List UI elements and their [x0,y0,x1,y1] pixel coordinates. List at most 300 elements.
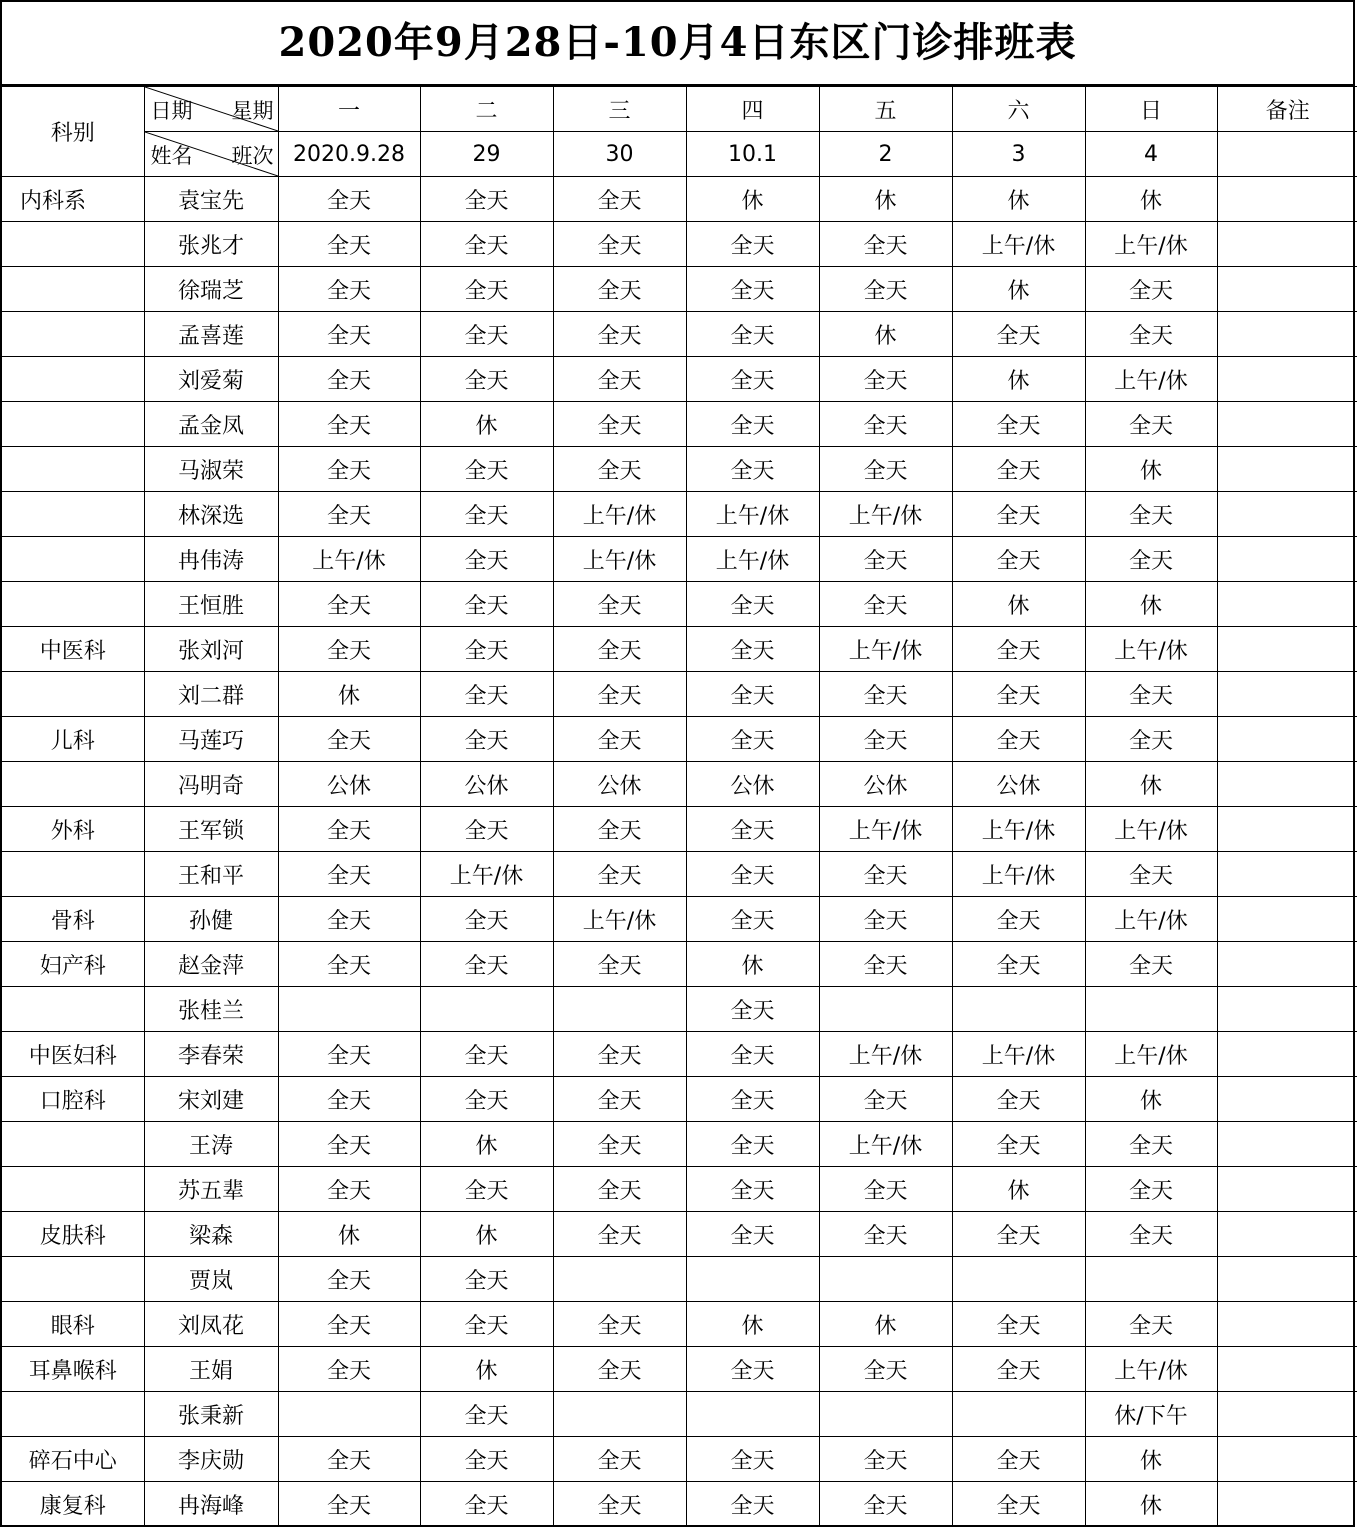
shift-cell: 全天 [278,717,420,762]
shift-cell: 全天 [819,537,952,582]
shift-cell: 全天 [420,627,553,672]
remark-cell [1217,1122,1357,1167]
table-row [2,1302,1357,1347]
name-cell: 刘凤花 [144,1302,278,1347]
shift-cell: 全天 [686,447,819,492]
shift-cell: 全天 [278,447,420,492]
name-cell: 马淑荣 [144,447,278,492]
shift-cell: 全天 [686,267,819,312]
shift-cell: 全天 [819,897,952,942]
shift-cell: 全天 [1085,1167,1217,1212]
date-cell: 10.1 [686,132,819,177]
shift-cell: 上午/休 [952,1032,1085,1077]
shift-cell: 全天 [952,537,1085,582]
shift-cell: 全天 [819,402,952,447]
shift-cell: 全天 [420,177,553,222]
diag-label-name: 姓名 [150,144,193,168]
dept-cell [2,222,144,267]
table-row [2,672,1357,717]
name-cell: 贾岚 [144,1257,278,1302]
table-row [2,897,1357,942]
remark-cell [1217,357,1357,402]
table-row [2,942,1357,987]
shift-cell [553,987,686,1032]
shift-cell: 全天 [686,1032,819,1077]
remark-cell [1217,1437,1357,1482]
table-row [2,1347,1357,1392]
shift-cell: 全天 [819,672,952,717]
shift-cell: 全天 [686,1482,819,1527]
shift-cell: 休 [819,1302,952,1347]
name-cell: 王恒胜 [144,582,278,627]
shift-cell: 全天 [420,672,553,717]
table-row [2,1392,1357,1437]
shift-cell: 上午/休 [553,897,686,942]
shift-cell: 上午/休 [686,537,819,582]
shift-cell: 全天 [553,357,686,402]
diag-header-top [144,87,278,132]
shift-cell: 全天 [1085,672,1217,717]
shift-cell: 休 [1085,1437,1217,1482]
name-cell: 王涛 [144,1122,278,1167]
shift-cell: 全天 [553,1347,686,1392]
shift-cell: 全天 [420,897,553,942]
table-row [2,447,1357,492]
remark-cell [1217,672,1357,717]
shift-cell: 上午/休 [1085,1347,1217,1392]
shift-cell: 休 [1085,582,1217,627]
shift-cell: 上午/休 [819,492,952,537]
shift-cell [952,1392,1085,1437]
shift-cell: 公休 [819,762,952,807]
name-cell: 冯明奇 [144,762,278,807]
shift-cell: 全天 [686,357,819,402]
shift-cell: 上午/休 [1085,807,1217,852]
name-cell: 孟喜莲 [144,312,278,357]
shift-cell: 全天 [278,222,420,267]
name-cell: 王娟 [144,1347,278,1392]
shift-cell: 全天 [420,1077,553,1122]
table-row [2,1077,1357,1122]
name-cell: 赵金萍 [144,942,278,987]
dept-cell: 外科 [2,807,144,852]
shift-cell: 全天 [819,222,952,267]
shift-cell: 全天 [420,1482,553,1527]
shift-cell: 全天 [420,1392,553,1437]
name-cell: 刘二群 [144,672,278,717]
date-cell: 29 [420,132,553,177]
dept-cell: 中医妇科 [2,1032,144,1077]
shift-cell: 全天 [278,582,420,627]
shift-cell: 全天 [952,1077,1085,1122]
shift-cell: 休 [952,357,1085,402]
shift-cell [553,1257,686,1302]
header-row-weekday [2,87,1357,132]
shift-cell: 全天 [420,807,553,852]
shift-cell: 休 [686,1302,819,1347]
shift-cell: 全天 [420,222,553,267]
shift-cell: 全天 [686,627,819,672]
table-row [2,807,1357,852]
shift-cell: 全天 [420,582,553,627]
shift-cell: 全天 [553,852,686,897]
remark-cell [1217,852,1357,897]
dept-cell: 妇产科 [2,942,144,987]
shift-cell: 全天 [420,492,553,537]
remark-cell [1217,1212,1357,1257]
shift-cell: 全天 [553,312,686,357]
remark-cell [1217,762,1357,807]
shift-cell: 休 [420,1212,553,1257]
name-cell: 冉海峰 [144,1482,278,1527]
shift-cell: 全天 [952,1347,1085,1392]
shift-cell: 全天 [553,807,686,852]
dept-cell [2,852,144,897]
table-row [2,1257,1357,1302]
dept-cell [2,582,144,627]
shift-cell: 上午/休 [1085,627,1217,672]
name-cell: 刘爱菊 [144,357,278,402]
shift-cell [819,987,952,1032]
shift-cell: 休 [686,942,819,987]
shift-cell [819,1392,952,1437]
shift-cell: 全天 [1085,852,1217,897]
shift-cell: 全天 [278,807,420,852]
shift-cell: 休 [420,1347,553,1392]
shift-cell: 上午/休 [1085,1032,1217,1077]
shift-cell: 休 [1085,1077,1217,1122]
dept-cell [2,267,144,312]
shift-cell: 全天 [819,1482,952,1527]
remark-cell [1217,1167,1357,1212]
dept-cell [2,1122,144,1167]
remark-cell [1217,1302,1357,1347]
date-cell: 4 [1085,132,1217,177]
shift-cell: 全天 [686,312,819,357]
name-cell: 梁森 [144,1212,278,1257]
shift-cell: 全天 [553,1122,686,1167]
table-row [2,1167,1357,1212]
name-cell: 宋刘建 [144,1077,278,1122]
shift-cell: 全天 [819,447,952,492]
table-row [2,537,1357,582]
shift-cell: 全天 [553,222,686,267]
remark-cell [1217,897,1357,942]
shift-cell: 全天 [420,1257,553,1302]
remark-cell [1217,942,1357,987]
dept-cell: 中医科 [2,627,144,672]
shift-cell: 全天 [952,312,1085,357]
shift-cell: 全天 [686,1347,819,1392]
shift-cell: 全天 [420,1167,553,1212]
schedule-body [2,177,1357,1527]
date-cell: 3 [952,132,1085,177]
weekday-cell: 四 [686,87,819,132]
remark-cell [1217,447,1357,492]
shift-cell: 全天 [553,1077,686,1122]
shift-cell: 全天 [278,1032,420,1077]
weekday-cell: 三 [553,87,686,132]
name-cell: 林深选 [144,492,278,537]
shift-cell: 全天 [1085,537,1217,582]
table-row [2,582,1357,627]
remark-cell [1217,537,1357,582]
dept-cell [2,447,144,492]
remark-cell [1217,1482,1357,1527]
shift-cell: 公休 [420,762,553,807]
name-cell: 王军锁 [144,807,278,852]
shift-cell: 全天 [952,1122,1085,1167]
dept-cell: 内科系 [2,177,144,222]
table-row [2,852,1357,897]
table-row [2,1122,1357,1167]
shift-cell: 全天 [1085,312,1217,357]
shift-cell: 全天 [278,1257,420,1302]
shift-cell: 全天 [420,717,553,762]
shift-cell: 全天 [420,1437,553,1482]
shift-cell: 休 [1085,177,1217,222]
table-row [2,762,1357,807]
remark-cell [1217,267,1357,312]
shift-cell: 全天 [278,357,420,402]
shift-cell: 全天 [819,1437,952,1482]
shift-cell: 上午/休 [952,852,1085,897]
shift-cell: 公休 [553,762,686,807]
shift-cell: 全天 [819,852,952,897]
shift-cell: 全天 [686,1167,819,1212]
shift-cell: 全天 [420,447,553,492]
date-cell: 30 [553,132,686,177]
header-row-date [2,132,1357,177]
shift-cell: 全天 [278,897,420,942]
shift-cell: 全天 [553,1302,686,1347]
shift-cell: 全天 [686,1077,819,1122]
shift-cell: 全天 [553,267,686,312]
shift-cell: 上午/休 [1085,357,1217,402]
shift-cell: 全天 [553,1212,686,1257]
shift-cell: 休 [420,402,553,447]
shift-cell: 上午/休 [1085,222,1217,267]
shift-cell: 全天 [420,312,553,357]
dept-cell [2,1392,144,1437]
remark-cell [1217,717,1357,762]
shift-cell: 全天 [952,942,1085,987]
shift-cell: 全天 [819,1212,952,1257]
shift-cell: 休 [278,672,420,717]
shift-cell: 全天 [819,267,952,312]
name-cell: 苏五辈 [144,1167,278,1212]
page-title: 2020年9月28日-10月4日东区门诊排班表 [2,2,1353,86]
remark-cell [1217,1077,1357,1122]
weekday-cell: 一 [278,87,420,132]
table-row [2,1212,1357,1257]
shift-cell: 全天 [686,987,819,1032]
remark-cell [1217,1257,1357,1302]
shift-cell: 全天 [952,897,1085,942]
shift-cell: 全天 [278,627,420,672]
shift-cell: 全天 [686,402,819,447]
shift-cell: 休 [1085,762,1217,807]
shift-cell: 全天 [1085,1302,1217,1347]
shift-cell: 全天 [1085,267,1217,312]
remark-cell [1217,582,1357,627]
shift-cell: 上午/休 [952,222,1085,267]
shift-cell: 全天 [278,492,420,537]
shift-cell [686,1392,819,1437]
dept-cell [2,987,144,1032]
shift-cell: 全天 [952,1302,1085,1347]
shift-cell: 全天 [952,402,1085,447]
schedule-table [2,86,1357,1526]
remark-cell [1217,312,1357,357]
dept-cell [2,492,144,537]
shift-cell: 公休 [278,762,420,807]
weekday-cell: 六 [952,87,1085,132]
shift-cell: 休 [952,177,1085,222]
shift-cell: 全天 [819,582,952,627]
shift-cell: 全天 [278,1437,420,1482]
name-cell: 张秉新 [144,1392,278,1437]
name-cell: 张兆才 [144,222,278,267]
shift-cell: 休 [819,312,952,357]
diag-label-weekday: 星期 [231,99,274,123]
shift-cell [952,1257,1085,1302]
shift-cell [686,1257,819,1302]
shift-cell: 全天 [553,582,686,627]
shift-cell: 全天 [952,717,1085,762]
shift-cell [278,1392,420,1437]
dept-cell: 儿科 [2,717,144,762]
remark-cell [1217,627,1357,672]
remark-cell [1217,222,1357,267]
remark-cell [1217,492,1357,537]
shift-cell: 全天 [1085,1122,1217,1167]
shift-cell: 全天 [278,1302,420,1347]
shift-cell: 全天 [553,717,686,762]
table-row [2,1032,1357,1077]
shift-cell: 全天 [420,357,553,402]
shift-cell: 全天 [278,402,420,447]
shift-cell: 上午/休 [553,537,686,582]
shift-cell: 全天 [686,1437,819,1482]
shift-cell [420,987,553,1032]
shift-cell: 全天 [952,1482,1085,1527]
shift-cell: 全天 [1085,717,1217,762]
name-cell: 孟金凤 [144,402,278,447]
shift-cell: 全天 [819,357,952,402]
date-cell: 2 [819,132,952,177]
shift-cell: 全天 [686,807,819,852]
shift-cell: 全天 [553,1437,686,1482]
shift-cell: 全天 [686,222,819,267]
shift-cell: 全天 [1085,492,1217,537]
shift-cell: 休 [952,582,1085,627]
shift-cell: 全天 [278,177,420,222]
table-row [2,492,1357,537]
dept-cell [2,1257,144,1302]
shift-cell [553,1392,686,1437]
shift-cell: 全天 [686,852,819,897]
shift-cell: 全天 [553,1482,686,1527]
dept-cell: 眼科 [2,1302,144,1347]
shift-cell: 全天 [686,582,819,627]
diag-label-date: 日期 [150,99,193,123]
remark-header: 备注 [1217,87,1357,132]
shift-cell: 全天 [952,492,1085,537]
shift-cell: 休 [1085,1482,1217,1527]
shift-cell: 上午/休 [553,492,686,537]
weekday-cell: 二 [420,87,553,132]
shift-cell: 上午/休 [819,1032,952,1077]
remark-cell [1217,1347,1357,1392]
shift-cell: 全天 [952,1212,1085,1257]
table-row [2,717,1357,762]
shift-cell [952,987,1085,1032]
dept-cell: 骨科 [2,897,144,942]
weekday-cell: 日 [1085,87,1217,132]
shift-cell: 休 [819,177,952,222]
shift-cell: 全天 [420,537,553,582]
shift-cell: 上午/休 [686,492,819,537]
shift-cell: 全天 [553,177,686,222]
shift-cell [819,1257,952,1302]
shift-cell: 全天 [553,672,686,717]
shift-cell: 休 [952,267,1085,312]
shift-cell: 休/下午 [1085,1392,1217,1437]
shift-cell: 全天 [278,1167,420,1212]
shift-cell: 全天 [553,627,686,672]
name-cell: 袁宝先 [144,177,278,222]
shift-cell: 休 [686,177,819,222]
shift-cell: 休 [278,1212,420,1257]
shift-cell: 全天 [686,897,819,942]
table-row [2,222,1357,267]
remark-cell [1217,987,1357,1032]
shift-cell: 全天 [278,1482,420,1527]
table-row [2,267,1357,312]
shift-cell: 全天 [1085,942,1217,987]
shift-cell: 全天 [1085,1212,1217,1257]
name-cell: 张刘河 [144,627,278,672]
remark-cell [1217,132,1357,177]
shift-cell: 休 [952,1167,1085,1212]
table-row [2,987,1357,1032]
shift-cell: 全天 [952,672,1085,717]
table-row [2,357,1357,402]
shift-cell: 全天 [278,267,420,312]
dept-header: 科别 [2,87,144,177]
name-cell: 李庆勋 [144,1437,278,1482]
shift-cell: 上午/休 [1085,897,1217,942]
table-row [2,177,1357,222]
remark-cell [1217,402,1357,447]
shift-cell: 全天 [278,852,420,897]
table-row [2,402,1357,447]
dept-cell: 耳鼻喉科 [2,1347,144,1392]
shift-cell: 全天 [819,1077,952,1122]
shift-cell: 休 [1085,447,1217,492]
shift-cell: 全天 [278,1122,420,1167]
dept-cell: 口腔科 [2,1077,144,1122]
shift-cell: 全天 [420,1302,553,1347]
dept-cell [2,357,144,402]
shift-cell: 全天 [553,1032,686,1077]
shift-cell: 全天 [553,1167,686,1212]
shift-cell: 上午/休 [819,807,952,852]
shift-cell [1085,1257,1217,1302]
shift-cell: 全天 [952,627,1085,672]
dept-cell [2,537,144,582]
